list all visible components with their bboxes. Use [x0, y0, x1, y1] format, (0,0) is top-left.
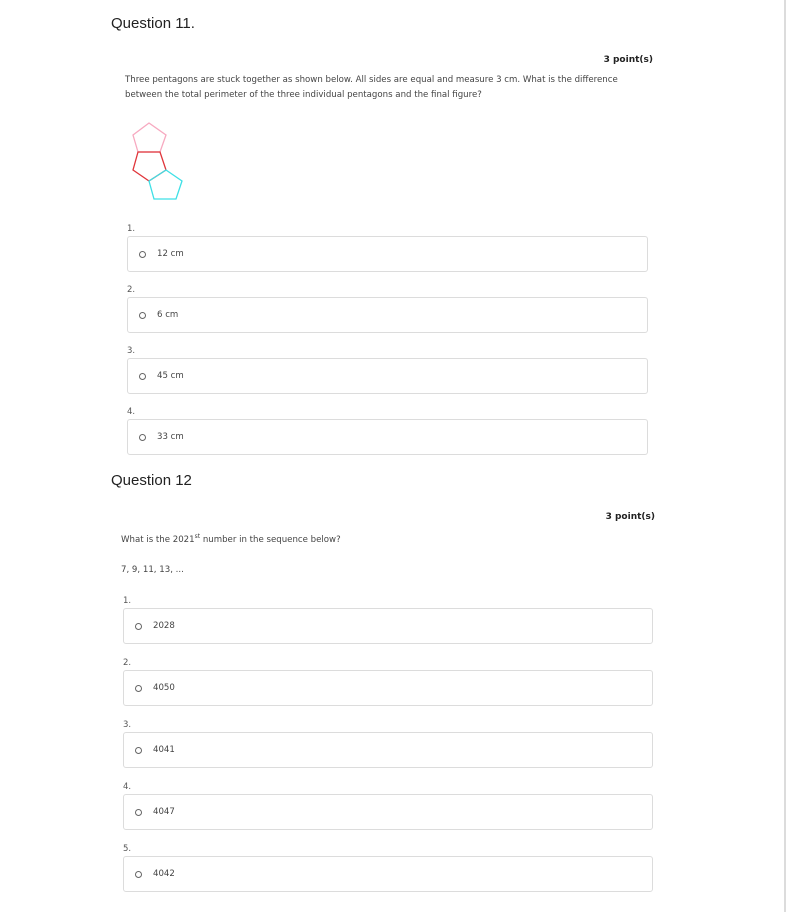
option-number: 4.	[127, 407, 136, 417]
option-label: 45 cm	[157, 371, 184, 381]
pentagon-top	[133, 123, 166, 152]
answer-option-2[interactable]	[127, 297, 648, 333]
sequence-text: 7, 9, 11, 13, ...	[121, 565, 184, 575]
radio-button[interactable]	[135, 809, 142, 816]
option-label: 4047	[153, 807, 175, 817]
answer-option-3[interactable]	[123, 732, 653, 768]
radio-button[interactable]	[139, 251, 146, 258]
pentagons-figure	[125, 120, 195, 205]
answer-option-2[interactable]	[123, 670, 653, 706]
option-label: 4050	[153, 683, 175, 693]
radio-button[interactable]	[139, 434, 146, 441]
option-label: 33 cm	[157, 432, 184, 442]
pentagon-bottom	[149, 170, 182, 199]
radio-button[interactable]	[135, 747, 142, 754]
option-label: 12 cm	[157, 249, 184, 259]
question-text: What is the 2021st number in the sequence below?	[121, 533, 341, 545]
radio-button[interactable]	[135, 871, 142, 878]
question-text: Three pentagons are stuck together as shown below. All sides are equal and measure 3 cm. What is the difference between the total perimeter of the three individual pentagons and the final figure?	[125, 75, 618, 100]
radio-button[interactable]	[135, 685, 142, 692]
option-label: 2028	[153, 621, 175, 631]
option-label: 4041	[153, 745, 175, 755]
answer-option-5[interactable]	[123, 856, 653, 892]
option-number: 3.	[123, 720, 132, 730]
option-number: 2.	[123, 658, 132, 668]
radio-button[interactable]	[139, 312, 146, 319]
option-label: 6 cm	[157, 310, 179, 320]
radio-button[interactable]	[135, 623, 142, 630]
question-title: Question 12	[111, 472, 192, 489]
option-number: 5.	[123, 844, 132, 854]
option-number: 1.	[127, 224, 136, 234]
question-title: Question 11.	[111, 15, 195, 32]
option-number: 1.	[123, 596, 132, 606]
answer-option-3[interactable]	[127, 358, 648, 394]
pentagon-middle	[133, 152, 166, 181]
answer-option-4[interactable]	[127, 419, 648, 455]
radio-button[interactable]	[139, 373, 146, 380]
answer-option-4[interactable]	[123, 794, 653, 830]
question-points: 3 point(s)	[605, 512, 655, 522]
option-label: 4042	[153, 869, 175, 879]
option-number: 3.	[127, 346, 136, 356]
answer-option-1[interactable]	[127, 236, 648, 272]
answer-option-1[interactable]	[123, 608, 653, 644]
question-points: 3 point(s)	[603, 55, 653, 65]
option-number: 4.	[123, 782, 132, 792]
option-number: 2.	[127, 285, 136, 295]
